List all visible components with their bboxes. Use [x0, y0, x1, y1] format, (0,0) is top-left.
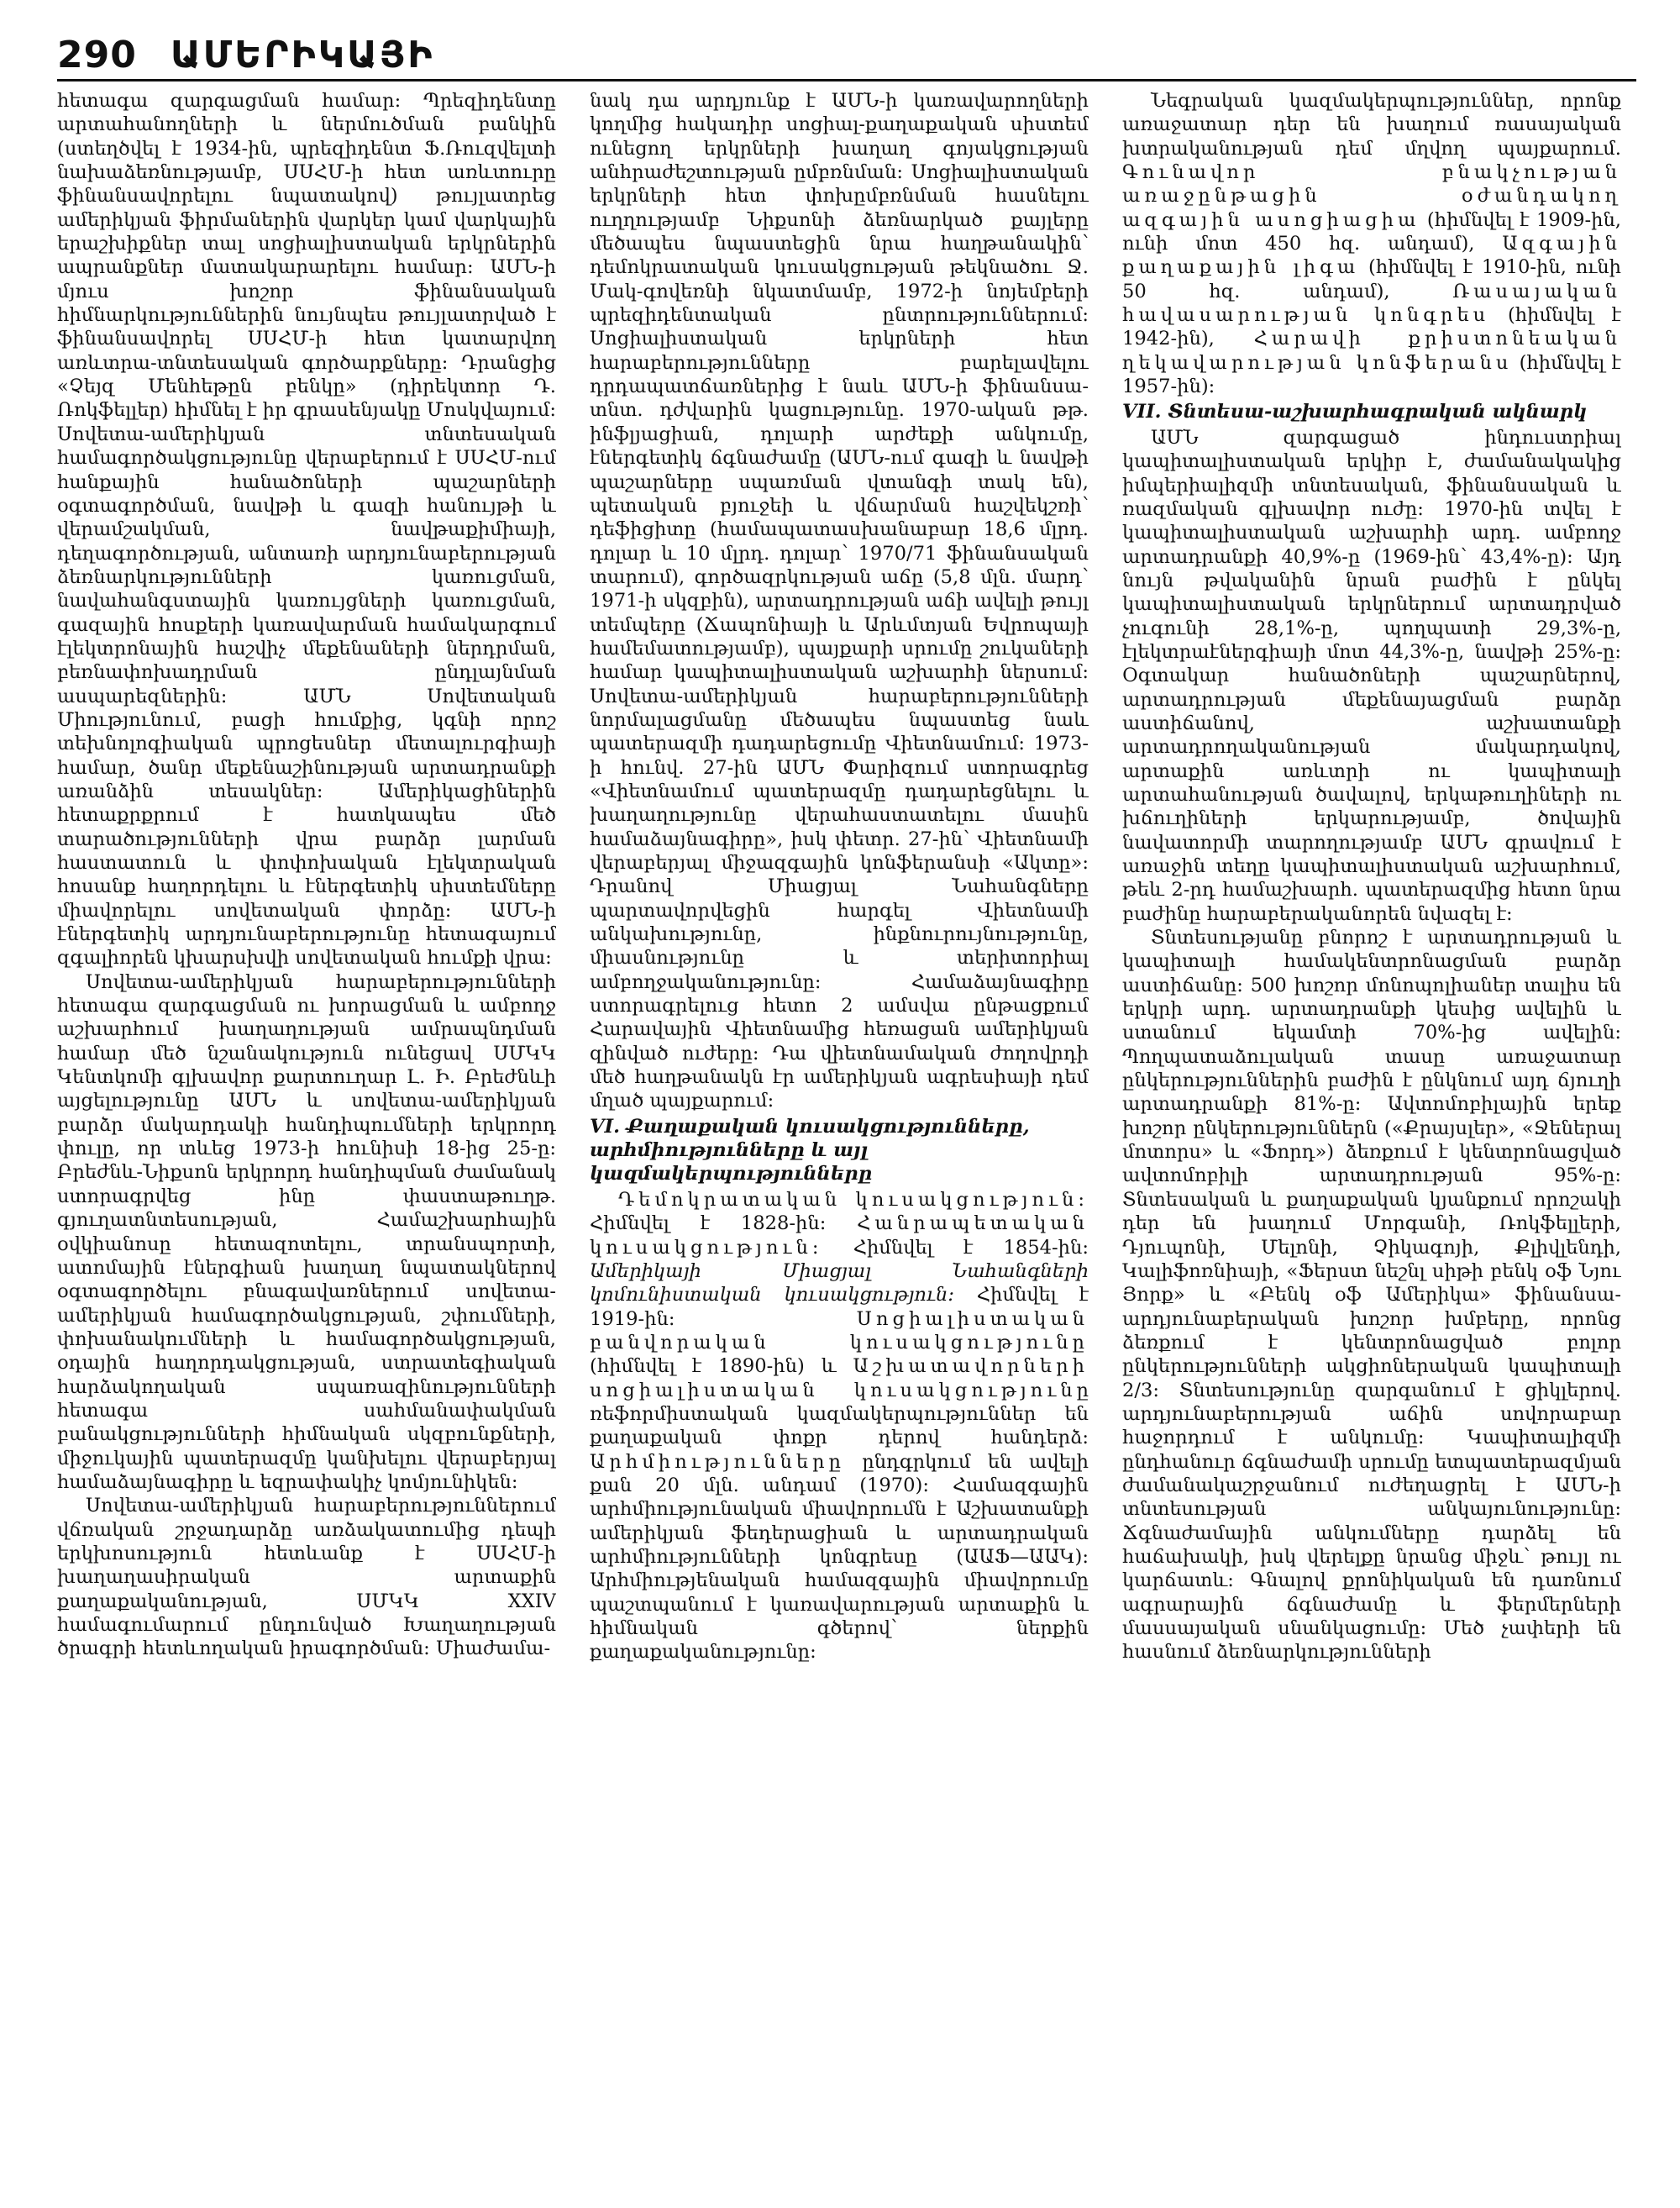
section-heading-vi: VI. Քաղաքական կուսակցությունները, արհմիությունները և այլ կազմակերպությունները [590, 1115, 1030, 1185]
section-heading-vii: VII. Տնտեսա-աշխարհագրական ակնարկ [1122, 401, 1588, 423]
inline-text: Նեգրական կազմակերպություններ, որոնք առաջատար դեր են խաղում ռասայական խտրականության դեմ մղվող պայքարում. [1122, 90, 1621, 160]
inline-text: ընդգրկում են ավելի քան 20 մլն. անդամ (1970): Համազգային արհմիությունական միավորումն է Աշխատանքի ամերիկյան ֆեդերացիան և արտադրական արհմիությունների կոնգրեսը (ԱԱՖ—ԱԱԿ): Արհմիությենական համազգային միավորումը պաշտպանում է կառավարության արտաքին և հիմնական գծերով՝ ներքին քաղաքականությունը: [590, 1450, 1089, 1664]
page-header [57, 32, 1636, 81]
inline-text: (հիմնվել է 1910-ին, ունի 50 հզ. անդամ), [1122, 256, 1621, 302]
inline-text: (հիմնվել է 1890-ին) և [590, 1355, 853, 1378]
inline-text: Հիմնվել է 1854-ին: [822, 1236, 1089, 1259]
inline-text: Հիմնվել է 1919-ին: [590, 1284, 1089, 1330]
paragraph: նակ դա արդյունք է ԱՄՆ-ի կառավարողների կողմից հակադիր սոցիալ-քաղաքական սիստեմ ունեցող երկրների խաղաղ գոյակցության անհրաժեշտության ըմբռնման: Սոցիալիստական երկրների հետ փոխըմբռնման հասնելու ուղղությամբ Նիքսոնի ձեռնարկած քայլերը մեծապես նպաստեցին նրա հաղթանակին՝ դեմոկրատական կուսակցության թեկնածու Ջ. Մակ-գովեռնի նկատմամբ, 1972-ի նոյեմբերի պրեզիդենտական ընտրություններում: Սոցիալիստական երկրների հետ հարաբերությունները բարելավելու դրդապատճառներից է նաև ԱՄՆ-ի ֆինանսա-տնտ. դժվարին կացությունը. 1970-ական թթ. ինֆլյացիան, դոլարի արժեքի անկումը, էներգետիկ ճգնաժամը (ԱՄՆ-ում գազի և նավթի պաշարները սպառման վտանգի տակ են), պետական բյուջեի և վճարման հաշվեկշռի՝ դեֆիցիտը (համապատասխանաբար 18,6 մլրդ. դոլար և 10 մլրդ. դոլար՝ 1970/71 ֆինանսական տարում), գործազրկության աճը (5,8 մլն. մարդ՝ 1971-ի սկզբին), արտադրության աճի ավելի թույլ տեմպերը (Ճապոնիայի և Արևմտյան Եվրոպայի համեմատությամբ), պայքարի սրումը շուկաների համար կապիտալիստական աշխարհի ներսում: Սովետա-ամերիկյան հարաբերությունների նորմալացմանը մեծապես նպաստեց նաև պատերազմի դադարեցումը Վիետնամում: 1973-ի հունվ. 27-ին ԱՄՆ Փարիզում ստորագրեց «Վիետնամում պատերազմը դադարեցնելու և խաղաղությունը վերահաստատելու մասին համաձայնագիրը», իսկ փետր. 27-ին՝ Վիետնամի վերաբերյալ միջազգային կոնֆերանսի «Ակտը»: Դրանով Միացյալ Նահանգները պարտավորվեցին հարգել Վիետնամի անկախությունը, ինքնուրույնությունը, միասնությունը և տերիտորիալ ամբողջականությունը: Համաձայնագիրը ստորագրելուց հետո 2 ամսվա ընթացքում Հարավային Վիետնամից հեռացան ամերիկյան զինված ուժերը: Դա վիետնամական ժողովրդի մեծ հաղթանակն էր ամերիկյան ագրեսիայի դեմ մղած պայքարում: [590, 90, 1089, 1112]
inline-text: Հիմնվել է 1828-ին: [590, 1212, 858, 1235]
inline-text: (հիմնվել է 1942-ին), [1122, 304, 1621, 350]
organization-name: Ազգային քաղաքային լիգա [1122, 233, 1621, 279]
party-name: Աշխատավորների սոցիալիստական կուսակցություն [590, 1355, 1089, 1401]
party-name: Դեմոկրատական կուսակցություն: [618, 1188, 1089, 1211]
party-name: Հանրապետական կուսակցություն: [590, 1212, 1089, 1259]
inline-text: (հիմնվել է 1957-ին): [1122, 351, 1621, 398]
term: Արհմիությունները [590, 1450, 845, 1473]
paragraph: Տնտեսությանը բնորոշ է արտադրության և կապիտալի համակենտրոնացման բարձր աստիճանը: 500 խոշոր մոնոպոլիաներ տալիս են երկրի արդ. արտադրանքի կեսից ավելին և ստանում եկամտի 70%-ից ավելին: Պողպատաձուլական տասը առաջատար ընկերություններին բաժին է ընկնում այդ ճյուղի արտադրանքի 81%-ը: Ավտոմոբիլային երեք խոշոր ընկերություններն («Քրայսլեր», «Ջեներալ մոտորս» և «Ֆորդ») ձեռքում է կենտրոնացված ավտոմոբիլի արտադրության 95%-ը: Տնտեսական և քաղաքական կյանքում որոշակի դեր են խաղում Մորգանի, Ռոկֆելլերի, Դյուպոնի, Մելոնի, Չիկագոյի, Քլիվլենդի, Կալիֆոռնիայի, «Ֆերստ նեշնլ սիթի բենկ օֆ Նյու Յորք» և «Բենկ օֆ Ամերիկա» ֆինանսա-արդյունաբերական խոշոր խմբերը, որոնց ձեռքում է կենտրոնացված բոլոր ընկերությունների ակցիոներական կապիտալի 2/3: Տնտեսությունը զարգանում է ցիկլերով. արդյունաբերության աճին սովորաբար հաջորդում է անկումը: Կապիտալիզմի ընդհանուր ճգնաժամի սրումը ետպատերազմյան ժամանակաշրջանում ուժեղացրել է ԱՄՆ-ի տնտեսության անկայունությունը: Ճգնաժամային անկումները դարձել են հաճախակի, իսկ վերելքը նրանց միջև՝ թույլ ու կարճատև: Գնալով քրոնիկական են դառնում ագրարային ճգնաժամը և ֆերմերների մասսայական սնանկացումը: Մեծ չափերի են հասնում ձեռնարկությունների [1122, 927, 1621, 1664]
column-middle [590, 89, 1089, 2190]
running-title: ԱՄԵՐԻԿԱՅԻ [171, 34, 435, 76]
party-name: Սոցիալիստական բանվորական կուսակցությունը [590, 1307, 1089, 1354]
paragraph-organizations [1122, 89, 1621, 398]
paragraph: ԱՄՆ զարգացած ինդուստրիալ կապիտալիստական երկիր է, ժամանակակից իմպերիալիզմի տնտեսական, ֆինանսական և ռազմական գլխավոր ուժը: 1970-ին տվել է կապիտալիստական աշխարհի արդ. ամբողջ արտադրանքի 40,9%-ը (1969-ին՝ 43,4%-ը): Այդ նույն թվականին նրան բաժին է ընկել կապիտալիստական երկրներում արտադրված չուգունի 28,1%-ը, պողպատի 29,3%-ը, էլեկտրաէներգիայի մոտ 44,3%-ը, նավթի 25%-ը: Օգտակար հանածոների պաշարներով, արտադրության մեքենայացման բարձր աստիճանով, աշխատանքի արտադրողականության մակարդակով, արտաքին առևտրի ու կապիտալի արտահանության ծավալով, երկաթուղիների ու խճուղիների երկարությամբ, ծովային նավատորմի տարողությամբ ԱՄՆ գրավում է առաջին տեղը կապիտալիստական աշխարհում, թեև 2-րդ համաշխարհ. պատերազմից հետո նրա բաժինը հարաբերականորեն նվազել է: [1122, 426, 1621, 925]
paragraph-parties [590, 1188, 1089, 1664]
column-left [57, 89, 556, 2190]
page-number: 290 [57, 34, 137, 76]
paragraph: Սովետա-ամերիկյան հարաբերություններում վճռական շրջադարձը առձակատումից դեպի երկխոսություն հետևանք է ՍՍՀՄ-ի խաղաղասիրական արտաքին քաղաքականության, ՍՄԿԿ XXIV համագումարում ընդունված Խաղաղության ծրագրի հետևողական իրագործման: Միաժամա- [57, 1495, 556, 1660]
column-right [1122, 89, 1621, 2190]
party-name: Ամերիկայի Միացյալ Նահանգների կոմունիստական կուսակցություն: [590, 1259, 1089, 1306]
paragraph: հետագա զարգացման համար: Պրեզիդենտը արտահանողների և ներմուծման բանկին (ստեղծվել է 1934-ին, պրեզիդենտ Ֆ.Ռուզվելտի նախաձեռնությամբ, ՍՍՀՄ-ի հետ առևտուրը ֆինանսավորելու նպատակով) թույլատրեց ամերիկյան ֆիրմաներին վարկեր կամ վարկային երաշխիքներ տալ սոցիալիստական երկրներին ապրանքներ մատակարարելու համար: ԱՄՆ-ի մյուս խոշոր ֆինանսական հիմնարկություններին նույնպես թույլատրված է ֆինանսավորել ՍՍՀՄ-ի հետ կատարվող առևտրա-տնտեսական գործարքները: Դրանցից «Չեյզ Մենհեթըն բենկը» (դիրեկտոր Դ. Ռոկֆելլեր) հիմնել է իր գրասենյակը Մոսկվայում: Սովետա-ամերիկյան տնտեսական համագործակցությունը վերաբերում է ՍՍՀՄ-ում հանքային հանածոների պաշարների օգտագործման, նավթի և գազի հանույթի և վերամշակման, նավթաքիմիայի, դեղագործության, անտառի արդյունաբերության ձեռնարկությունների կառուցման, նավահանգստային կառույցների կառուցման, գազային հոսքերի կառավարման համակարգում էլեկտրոնային հաշվիչ մեքենաների ներդրման, բեռնափոխադրման ընդլայնման ասպարեզներին: ԱՄՆ Սովետական Միությունում, բացի հումքից, կգնի որոշ տեխնոլոգիական պրոցեսներ մետալուրգիայի համար, ծանր մեքենաշինության արտադրանքի առանձին տեսակներ: Ամերիկացիներին հետաքրքրում է հատկապես մեծ տարածությունների վրա բարձր լարման հաստատուն և փոփոխական էլեկտրական հոսանք հաղորդելու և էներգետիկ սիստեմները միավորելու սովետական փորձը: ԱՄՆ-ի էներգետիկ արդյունաբերությունը հետագայում զգալիորեն կխարսխվի սովետական հումքի վրա: [57, 90, 556, 970]
paragraph: Սովետա-ամերիկյան հարաբերությունների հետագա զարգացման ու խորացման և ամբողջ աշխարհում խաղաղության ամրապնդման համար մեծ նշանակություն ունեցավ ՍՄԿԿ Կենտկոմի գլխավոր քարտուղար Լ. Ի. Բրեժնևի այցելությունը ԱՄՆ և սովետա-ամերիկյան բարձր մակարդակի հանդիպումների երկրորդ փուլը, որ տևեց 1973-ի հունիսի 18-ից 25-ը: Բրեժնև-Նիքսոն երկրորդ հանդիպման ժամանակ ստորագրվեց ինը փաստաթուղթ. գյուղատնտեսության, Համաշխարհային օվկիանոսը հետազոտելու, տրանսպորտի, ատոմային էներգիան խաղաղ նպատակներով օգտագործելու բնագավառներում սովետա-ամերիկյան համագործակցության, շփումների, փոխանակումների և համագործակցության, օդային հաղորդակցության, ստրատեգիական հարձակողական սպառազինությունների հետագա սահմանափակման բանակցությունների հիմնական սկզբունքների, միջուկային պատերազմը կանխելու վերաբերյալ համաձայնագիրը և եզրափակիչ կոմյունիկեն: [57, 970, 556, 1493]
organization-name: Հարավի քրիստոնեական ղեկավարության կոնֆերանս [1122, 328, 1621, 374]
organization-name: Գունավոր բնակչության առաջընթացին օժանդակող ազգային ասոցիացիա [1122, 161, 1621, 231]
inline-text: ը ռեֆորմիստական կազմակերպություններ են քաղաքական փոքր դերով հանդերձ: [590, 1379, 1089, 1449]
organization-name: Ռասայական հավասարության կոնգրես [1122, 280, 1621, 327]
inline-text: (հիմնվել է 1909-ին, ունի մոտ 450 հզ. անդամ), [1122, 208, 1621, 255]
text-columns [57, 89, 1636, 2190]
